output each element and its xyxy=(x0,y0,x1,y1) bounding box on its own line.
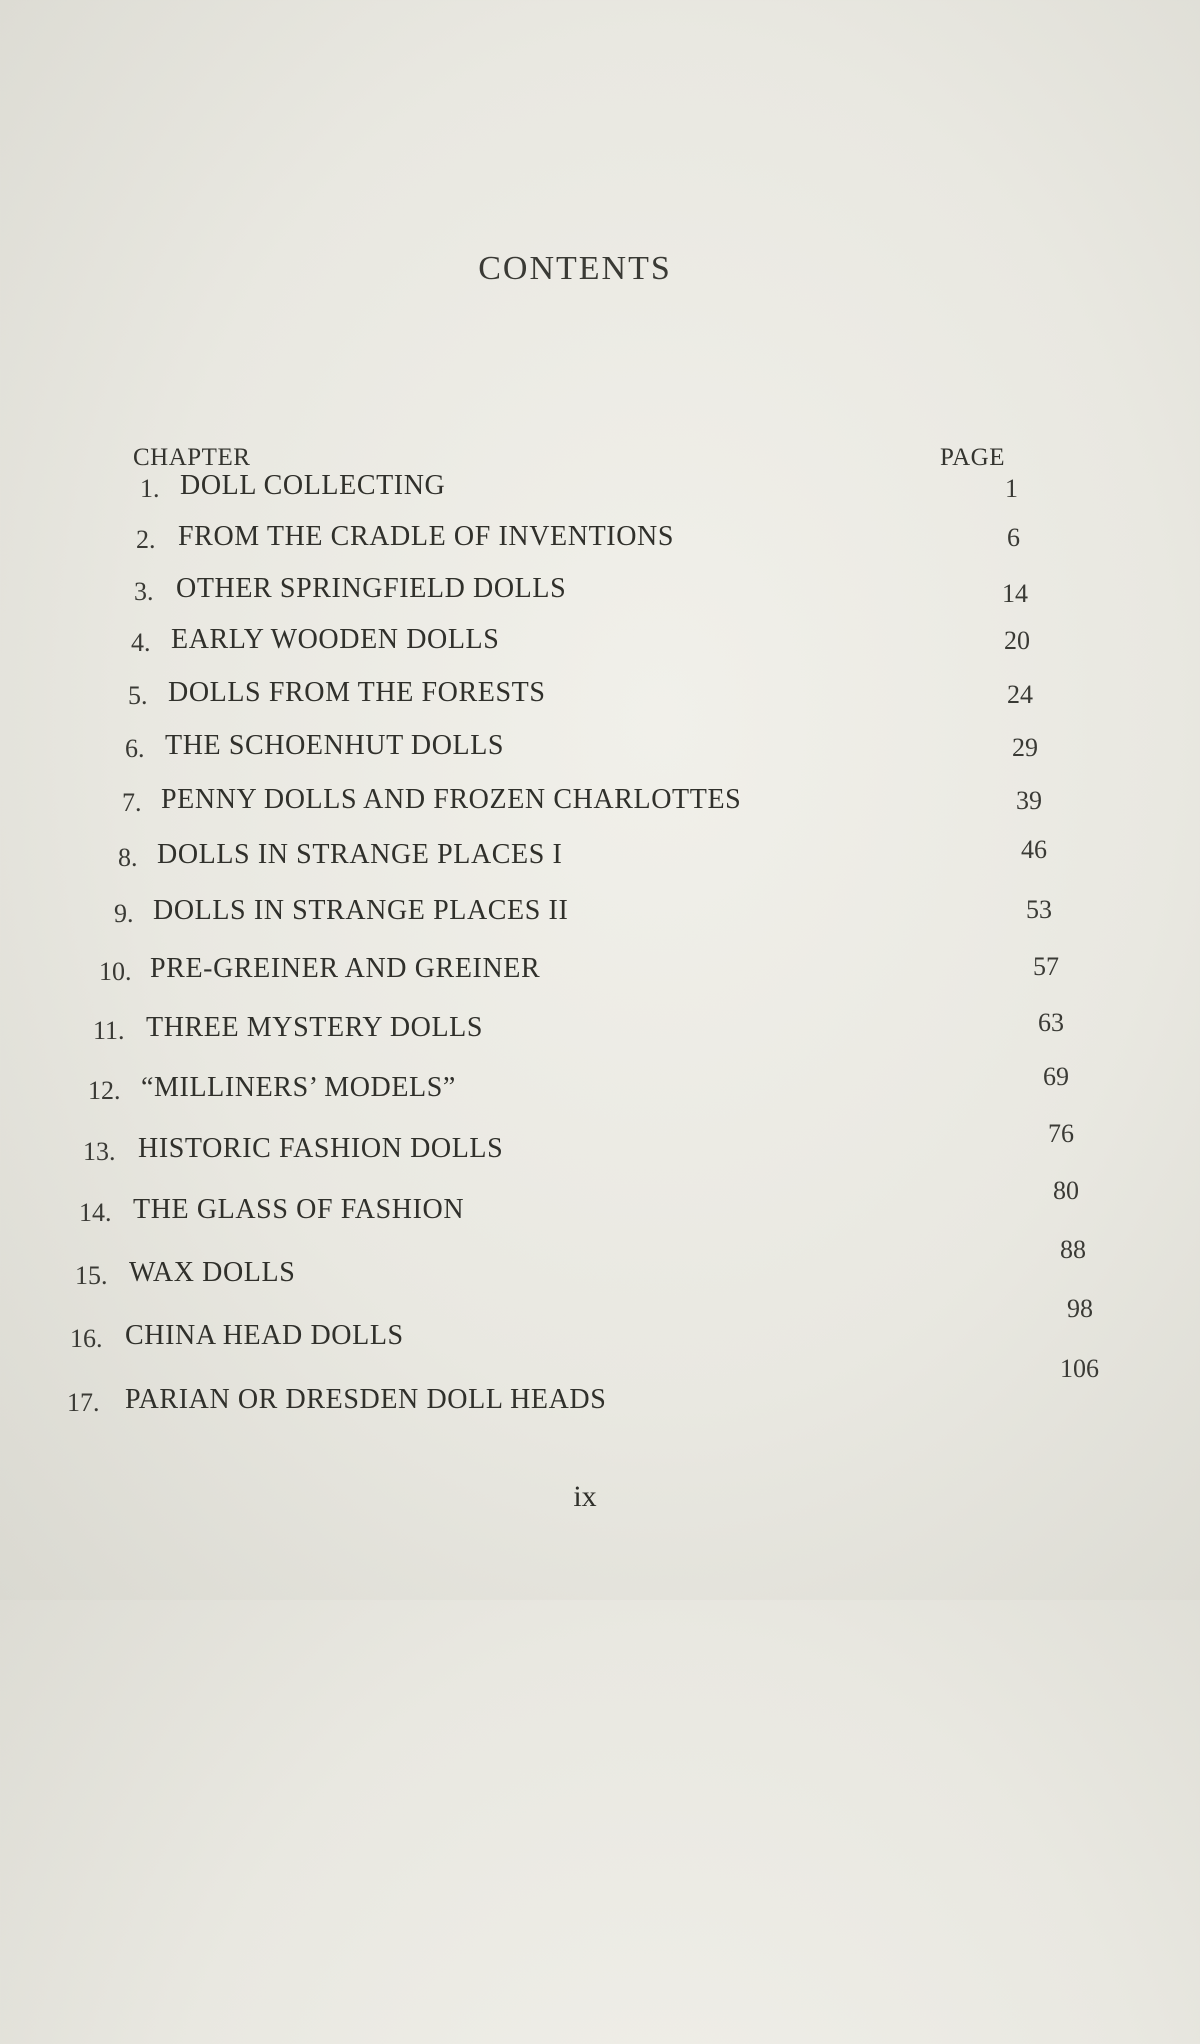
chapter-number: 8. xyxy=(118,843,138,872)
chapter-number: 7. xyxy=(122,788,142,817)
toc-row xyxy=(0,895,1200,935)
page-folio: ix xyxy=(573,1480,597,1513)
chapter-column-header: CHAPTER xyxy=(133,444,251,471)
chapter-page: 80 xyxy=(1053,1176,1079,1205)
toc-row xyxy=(0,521,1200,561)
chapter-page: 63 xyxy=(1038,1008,1064,1037)
toc-row xyxy=(0,1062,1200,1112)
chapter-title: DOLLS IN STRANGE PLACES II xyxy=(153,895,569,926)
toc-row xyxy=(0,953,1200,993)
chapter-title: PRE-GREINER AND GREINER xyxy=(150,953,541,984)
toc-row xyxy=(0,624,1200,664)
toc-row xyxy=(0,677,1200,717)
chapter-title: PARIAN OR DRESDEN DOLL HEADS xyxy=(125,1384,607,1415)
chapter-title: CHINA HEAD DOLLS xyxy=(125,1320,404,1351)
chapter-title: OTHER SPRINGFIELD DOLLS xyxy=(176,573,567,604)
chapter-title: DOLLS FROM THE FORESTS xyxy=(168,677,546,708)
chapter-number: 11. xyxy=(93,1016,125,1045)
chapter-page: 98 xyxy=(1067,1294,1093,1323)
chapter-title: PENNY DOLLS AND FROZEN CHARLOTTES xyxy=(161,784,742,815)
toc-row xyxy=(0,784,1200,824)
chapter-title: “MILLINERS’ MODELS” xyxy=(141,1072,456,1103)
chapter-page: 6 xyxy=(1007,523,1020,552)
toc-row xyxy=(0,573,1200,613)
toc-row xyxy=(0,835,1200,879)
chapter-title: HISTORIC FASHION DOLLS xyxy=(138,1133,504,1164)
chapter-title: FROM THE CRADLE OF INVENTIONS xyxy=(178,521,675,552)
chapter-page: 1 xyxy=(1005,474,1018,503)
chapter-number: 13. xyxy=(83,1137,116,1166)
chapter-page: 57 xyxy=(1033,952,1059,981)
chapter-number: 10. xyxy=(99,957,132,986)
page-title: CONTENTS xyxy=(478,250,672,287)
chapter-page: 39 xyxy=(1016,786,1042,815)
chapter-page: 106 xyxy=(1060,1354,1099,1383)
chapter-title: EARLY WOODEN DOLLS xyxy=(171,624,500,655)
chapter-number: 17. xyxy=(67,1388,100,1417)
chapter-title: THE SCHOENHUT DOLLS xyxy=(165,730,505,761)
chapter-number: 5. xyxy=(128,681,148,710)
chapter-page: 53 xyxy=(1026,895,1052,924)
toc-row xyxy=(0,470,1200,510)
page-column-header: PAGE xyxy=(940,444,1005,471)
chapter-title: WAX DOLLS xyxy=(129,1257,296,1288)
chapter-number: 2. xyxy=(136,525,156,554)
toc-row xyxy=(0,1354,1200,1424)
chapter-title: DOLLS IN STRANGE PLACES I xyxy=(157,839,563,870)
toc-row xyxy=(0,1294,1200,1360)
toc-row xyxy=(0,1119,1200,1173)
chapter-number: 3. xyxy=(134,577,154,606)
chapter-number: 6. xyxy=(125,734,145,763)
chapter-title: THREE MYSTERY DOLLS xyxy=(146,1012,484,1043)
chapter-page: 46 xyxy=(1021,835,1047,864)
chapter-number: 16. xyxy=(70,1324,103,1353)
toc-row xyxy=(0,1176,1200,1234)
chapter-page: 69 xyxy=(1043,1062,1069,1091)
chapter-page: 14 xyxy=(1002,579,1028,608)
chapter-number: 9. xyxy=(114,899,134,928)
chapter-number: 15. xyxy=(75,1261,108,1290)
chapter-title: THE GLASS OF FASHION xyxy=(133,1194,465,1225)
chapter-page: 76 xyxy=(1048,1119,1074,1148)
chapter-page: 29 xyxy=(1012,733,1038,762)
toc-row xyxy=(0,1235,1200,1297)
chapter-number: 12. xyxy=(88,1076,121,1105)
chapter-page: 20 xyxy=(1004,626,1030,655)
toc-row xyxy=(0,730,1200,770)
chapter-number: 14. xyxy=(79,1198,112,1227)
chapter-page: 88 xyxy=(1060,1235,1086,1264)
toc-row xyxy=(0,1008,1200,1052)
chapter-number: 4. xyxy=(131,628,151,657)
chapter-page: 24 xyxy=(1007,680,1033,709)
chapter-title: DOLL COLLECTING xyxy=(180,470,446,501)
chapter-number: 1. xyxy=(140,474,160,503)
